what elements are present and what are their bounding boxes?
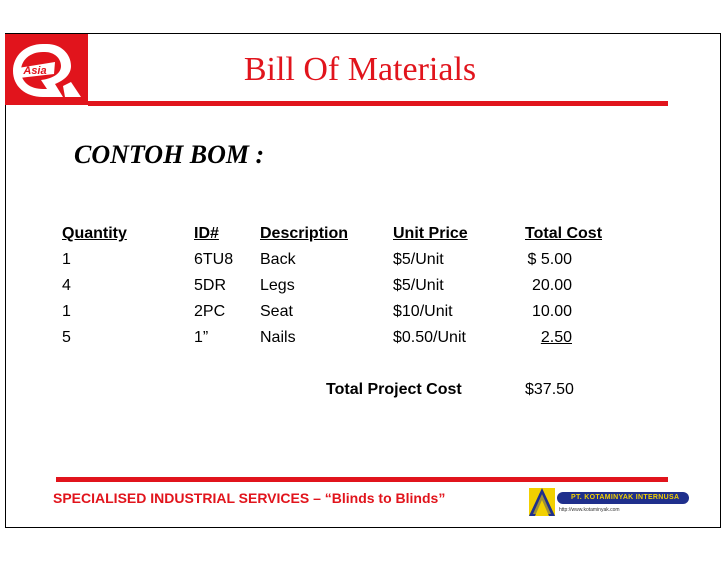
row-2-total-cost: 20.00 (531, 277, 572, 294)
row-3-quantity: 1 (62, 303, 71, 320)
slide-title: Bill Of Materials (243, 51, 477, 88)
row-1-quantity: 1 (62, 251, 71, 268)
footer-divider (56, 477, 668, 482)
header-quantity: Quantity (62, 225, 127, 242)
total-project-cost-label: Total Project Cost (326, 381, 462, 398)
row-3-unit-price: $10/Unit (393, 303, 453, 320)
row-3-id: 2PC (194, 303, 226, 320)
header-total-cost: Total Cost (525, 225, 603, 242)
header-unit-price: Unit Price (393, 225, 468, 242)
row-3-total-cost: 10.00 (531, 303, 572, 320)
row-2-unit-price: $5/Unit (393, 277, 444, 294)
company-url: http://www.kotaminyak.com (559, 507, 620, 513)
header-description: Description (260, 225, 349, 242)
company-name: PT. KOTAMINYAK INTERNUSA (571, 494, 680, 501)
row-1-unit-price: $5/Unit (393, 251, 444, 268)
company-logo (527, 484, 693, 520)
row-1-id: 6TU8 (194, 251, 234, 268)
row-4-description: Nails (260, 329, 296, 346)
logo-text: Asia (23, 65, 47, 77)
row-4-id: 1” (194, 329, 209, 346)
slide-subtitle: CONTOH BOM : (74, 140, 265, 169)
footer-text: SPECIALISED INDUSTRIAL SERVICES – “Blinds to Blinds” (53, 490, 446, 506)
row-2-description: Legs (260, 277, 295, 294)
row-2-id: 5DR (194, 277, 227, 294)
row-1-total-cost: $ 5.00 (527, 251, 572, 268)
row-4-unit-price: $0.50/Unit (393, 329, 466, 346)
row-1-description: Back (260, 251, 296, 268)
row-2-quantity: 4 (62, 277, 71, 294)
row-4-quantity: 5 (62, 329, 71, 346)
row-4-total-cost: 2.50 (540, 329, 572, 346)
header-id: ID# (194, 225, 219, 242)
total-project-cost-value: $37.50 (525, 381, 574, 398)
row-3-description: Seat (260, 303, 293, 320)
